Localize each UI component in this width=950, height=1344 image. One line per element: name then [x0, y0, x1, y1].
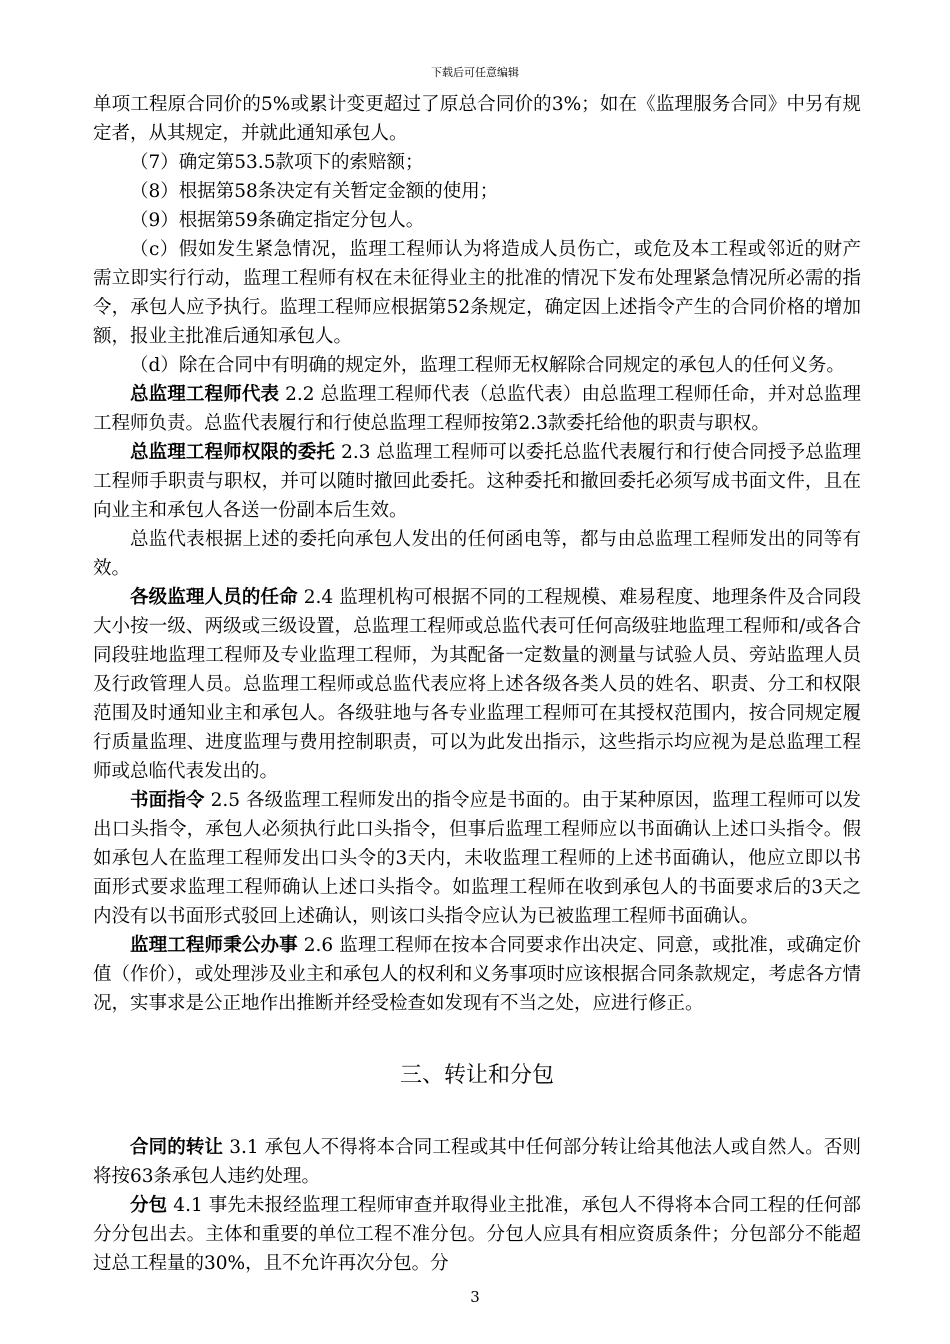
paragraph: （8）根据第58条决定有关暂定金额的使用；	[130, 181, 499, 202]
clause-term: 书面指令	[130, 790, 205, 811]
paragraph: （d）除在合同中有明确的规定外，监理工程师无权解除合同规定的承包人的任何义务。	[130, 355, 845, 376]
clause-paragraph	[93, 931, 861, 1018]
clause-paragraph	[93, 1191, 861, 1278]
clause-paragraph	[93, 525, 861, 583]
paragraph: （c）假如发生紧急情况，监理工程师认为将造成人员伤亡，或危及本工程或邻近的财产需立即实行行动，监理工程师有权在未征得业主的批准的情况下发布处理紧急情况所必需的指令，承包人应予执行。监理工程师应根据第52条规定，确定因上述指令产生的合同价格的增加额，报业主批准后通知承包人。	[93, 239, 861, 347]
paragraph: 单项工程原合同价的5%或累计变更超过了原总合同价的3%；如在《监理服务合同》中另有规定者，从其规定，并就此通知承包人。	[93, 94, 861, 144]
clause-term: 合同的转让	[130, 1137, 224, 1158]
paragraph: （9）根据第59条确定指定分包人。	[130, 210, 425, 231]
clause-text: 2.3 总监理工程师可以委托总监代表履行和行使合同授予总监理工程师手职责与职权，并可以随时撤回此委托。这种委托和撤回委托必须写成书面文件，且在向业主和承包人各送一份副本后生效。	[93, 442, 861, 521]
clause-text: 总监代表根据上述的委托向承包人发出的任何函电等，都与由总监理工程师发出的同等有效。	[93, 529, 861, 579]
clause-text: 3.1 承包人不得将本合同工程或其中任何部分转让给其他法人或自然人。否则将按63条承包人违约处理。	[93, 1137, 861, 1187]
clause-text: 2.5 各级监理工程师发出的指令应是书面的。由于某种原因，监理工程师可以发出口头指令，承包人必须执行此口头指令，但事后监理工程师应以书面确认上述口头指令。假如承包人在监理工程师发出口头令的3天内，未收监理工程师的上述书面确认，他应立即以书面形式要求监理工程师确认上述口头指令。如监理工程师在收到承包人的书面要求后的3天之内没有以书面形式驳回上述确认，则该口头指令应认为已被监理工程师书面确认。	[93, 790, 861, 927]
clause-paragraph	[93, 438, 861, 525]
clause-text: 2.6 监理工程师在按本合同要求作出决定、同意，或批准，或确定价值（作价），或处理涉及业主和承包人的权利和义务事项时应该根据合同条款规定，考虑各方情况，实事求是公正地作出推断并经受检查如发现有不当之处，应进行修正。	[93, 935, 861, 1014]
clause-paragraph	[93, 380, 861, 438]
clause-paragraph	[93, 1133, 861, 1191]
clause-term: 分包	[130, 1195, 168, 1216]
page-number: 3	[470, 1288, 480, 1306]
clause-paragraph	[93, 786, 861, 931]
clause-term: 各级监理人员的任命	[130, 587, 298, 608]
section-heading: 三、转让和分包	[399, 1063, 554, 1088]
clause-text: 4.1 事先未报经监理工程师审查并取得业主批准，承包人不得将本合同工程的任何部分分包出去。主体和重要的单位工程不准分包。分包人应具有相应资质条件；分包部分不能超过总工程量的30%，且不允许再次分包。分	[93, 1195, 861, 1274]
clause-term: 监理工程师秉公办事	[130, 935, 298, 956]
page-header: 下载后可任意编辑	[431, 66, 519, 79]
clause-paragraph	[93, 583, 861, 786]
clause-text: 2.4 监理机构可根据不同的工程规模、难易程度、地理条件及合同段大小按一级、两级或三级设置，总监理工程师或总监代表可任何高级驻地监理工程师和/或各合同段驻地监理工程师及专业监理工程师，为其配备一定数量的测量与试验人员、旁站监理人员及行政管理人员。总监理工程师或总监代表应将上述各级各类人员的姓名、职责、分工和权限范围及时通知业主和承包人。各级驻地与各专业监理工程师可在其授权范围内，按合同规定履行质量监理、进度监理与费用控制职责，可以为此发出指示，这些指示均应视为是总监理工程师或总临代表发出的。	[93, 587, 861, 782]
clause-term: 总监理工程师代表	[130, 384, 280, 405]
document-body	[93, 90, 861, 1278]
clause-text: 2.2 总监理工程师代表（总监代表）由总监理工程师任命，并对总监理工程师负责。总监代表履行和行使总监理工程师按第2.3款委托给他的职责与职权。	[93, 384, 861, 434]
paragraph: （7）确定第53.5款项下的索赔额；	[130, 152, 424, 173]
clause-term: 总监理工程师权限的委托	[130, 442, 336, 463]
